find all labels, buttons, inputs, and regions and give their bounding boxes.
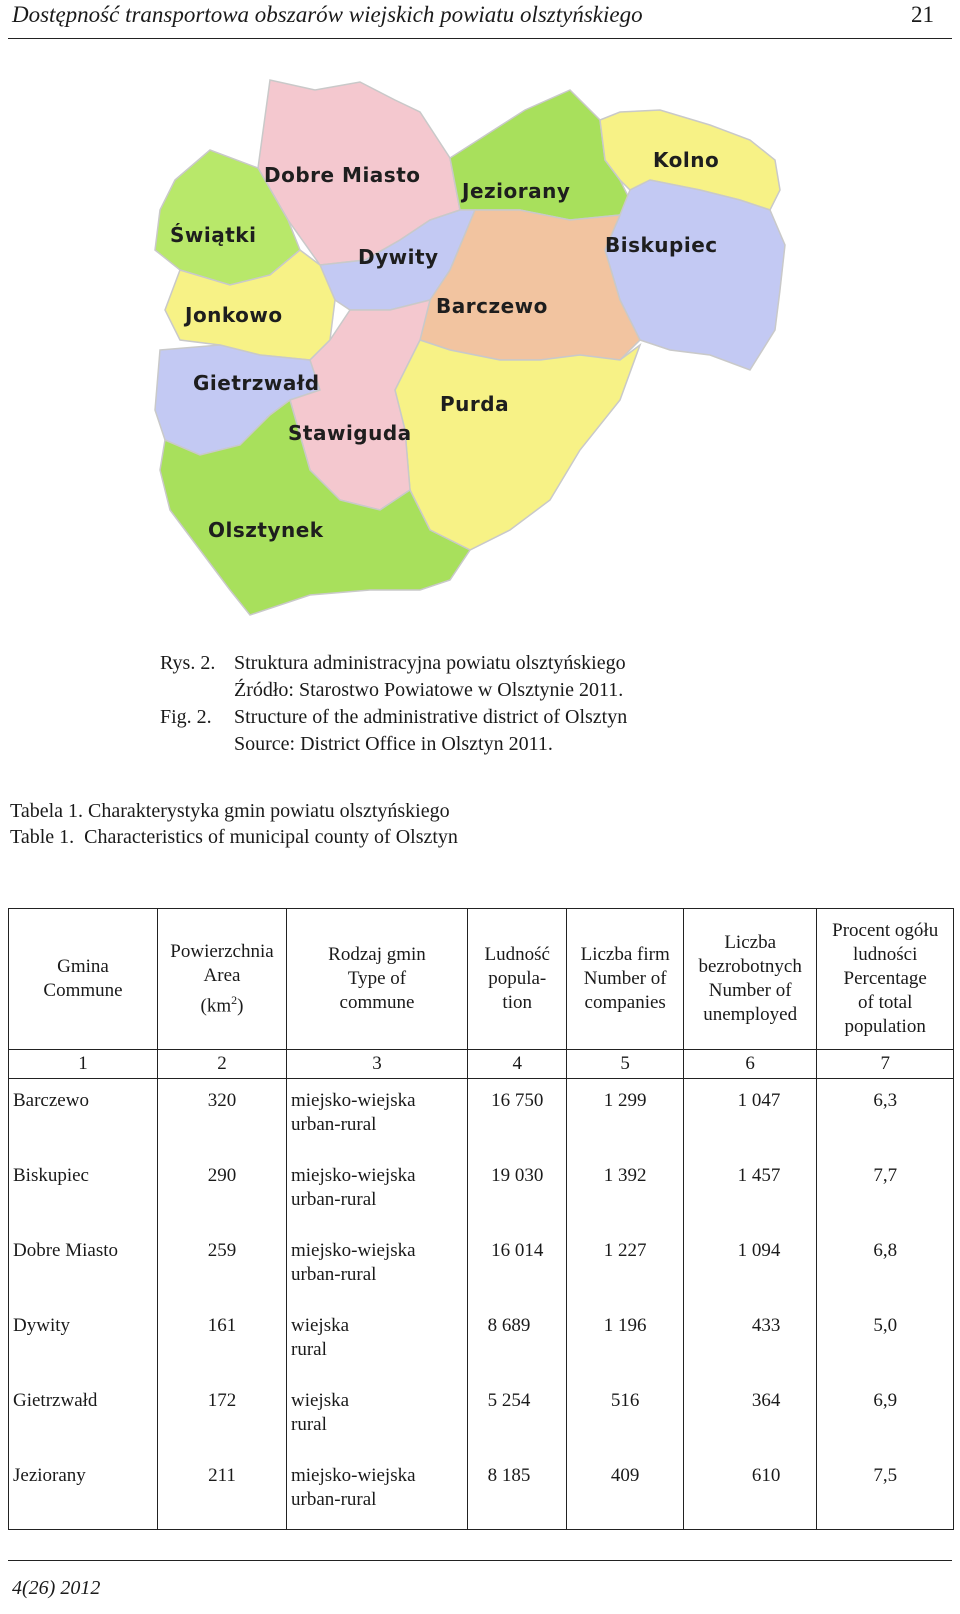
cell-unemployed: 1 047 [683,1079,816,1155]
label-jonkowo: Jonkowo [185,303,283,327]
figure-title-pl: Struktura administracyjna powiatu olsztyńskiego [234,652,626,674]
label-gietrzwald: Gietrzwałd [193,371,320,395]
cell-population: 19 030 [468,1154,567,1229]
figure-title-en: Structure of the administrative district of Olsztyn [234,706,628,728]
label-biskupiec: Biskupiec [605,233,718,257]
header-companies: Liczba firm Number of companies [567,909,684,1050]
cell-gmina: Gietrzwałd [9,1379,158,1454]
issue-number: 4(26) 2012 [12,1577,101,1599]
header-unemployed: Liczba bezrobotnych Number of unemployed [683,909,816,1050]
table-caption-en: Table 1. Characteristics of municipal county of Olsztyn [10,826,458,848]
label-purda: Purda [440,392,510,416]
table-row [9,1304,954,1379]
label-kolno: Kolno [653,148,720,172]
cell-population: 16 750 [468,1079,567,1155]
page-number: 21 [911,2,934,27]
cell-companies: 1 227 [567,1229,684,1304]
cell-type: wiejska rural [287,1304,468,1379]
cell-type: miejsko-wiejska urban-rural [287,1154,468,1229]
table-row [9,1154,954,1229]
cell-area: 290 [158,1154,287,1229]
cell-percent: 6,9 [817,1379,954,1454]
cell-companies: 409 [567,1454,684,1530]
label-swiatki: Świątki [170,223,257,247]
colnum-2: 2 [158,1050,287,1079]
cell-unemployed: 610 [683,1454,816,1530]
cell-area: 161 [158,1304,287,1379]
table-header-row [9,909,954,1050]
cell-gmina: Dobre Miasto [9,1229,158,1304]
label-jeziorany: Jeziorany [462,179,571,203]
commune-table [8,908,954,1530]
table-caption-pl: Tabela 1. Charakterystyka gmin powiatu olsztyńskiego [10,800,450,822]
table-row [9,1379,954,1454]
table-row [9,1079,954,1155]
cell-gmina: Jeziorany [9,1454,158,1530]
cell-percent: 7,5 [817,1454,954,1530]
figure-source-en: Source: District Office in Olsztyn 2011. [234,733,553,755]
figure-source-pl: Źródło: Starostwo Powiatowe w Olsztynie 2011. [234,679,624,701]
running-title: Dostępność transportowa obszarów wiejskich powiatu olsztyńskiego [12,2,643,27]
label-barczewo: Barczewo [436,294,548,318]
page-footer [8,1560,952,1599]
header-area: Powierzchnia Area $(km^2)$ [158,909,287,1050]
cell-area: 259 [158,1229,287,1304]
cell-population: 16 014 [468,1229,567,1304]
cell-companies: 516 [567,1379,684,1454]
cell-type: miejsko-wiejska urban-rural [287,1079,468,1155]
cell-percent: 6,8 [817,1229,954,1304]
label-dywity: Dywity [358,245,439,269]
figure-prefix-pl: Rys. 2. [160,652,216,674]
colnum-3: 3 [287,1050,468,1079]
cell-area: 320 [158,1079,287,1155]
cell-unemployed: 1 457 [683,1154,816,1229]
cell-area: 172 [158,1379,287,1454]
cell-gmina: Dywity [9,1304,158,1379]
cell-gmina: Biskupiec [9,1154,158,1229]
cell-unemployed: 433 [683,1304,816,1379]
cell-area: 211 [158,1454,287,1530]
cell-percent: 7,7 [817,1154,954,1229]
header-type: Rodzaj gmin Type of commune [287,909,468,1050]
label-stawiguda: Stawiguda [288,421,412,445]
region-purda [395,340,640,550]
header-population: Ludność popula- tion [468,909,567,1050]
header-gmina: Gmina Commune [9,909,158,1050]
cell-unemployed: 1 094 [683,1229,816,1304]
district-map-svg [150,70,810,630]
cell-population: 8 185 [468,1454,567,1530]
cell-unemployed: 364 [683,1379,816,1454]
cell-companies: 1 196 [567,1304,684,1379]
cell-percent: 6,3 [817,1079,954,1155]
table-row [9,1454,954,1530]
cell-companies: 1 299 [567,1079,684,1155]
cell-population: 5 254 [468,1379,567,1454]
column-number-row [9,1050,954,1079]
colnum-7: 7 [817,1050,954,1079]
district-map [150,70,810,630]
colnum-4: 4 [468,1050,567,1079]
cell-type: miejsko-wiejska urban-rural [287,1454,468,1530]
cell-type: miejsko-wiejska urban-rural [287,1229,468,1304]
colnum-1: 1 [9,1050,158,1079]
figure-caption-en [160,704,627,758]
cell-type: wiejska rural [287,1379,468,1454]
running-head [8,0,952,39]
colnum-6: 6 [683,1050,816,1079]
figure-prefix-en: Fig. 2. [160,706,212,728]
label-olsztynek: Olsztynek [208,518,324,542]
cell-gmina: Barczewo [9,1079,158,1155]
label-dobre-miasto: Dobre Miasto [264,163,421,187]
colnum-5: 5 [567,1050,684,1079]
cell-population: 8 689 [468,1304,567,1379]
cell-companies: 1 392 [567,1154,684,1229]
table-row [9,1229,954,1304]
figure-caption-pl [160,650,626,704]
header-percentage: Procent ogółu ludności Percentage of total population [817,909,954,1050]
cell-percent: 5,0 [817,1304,954,1379]
